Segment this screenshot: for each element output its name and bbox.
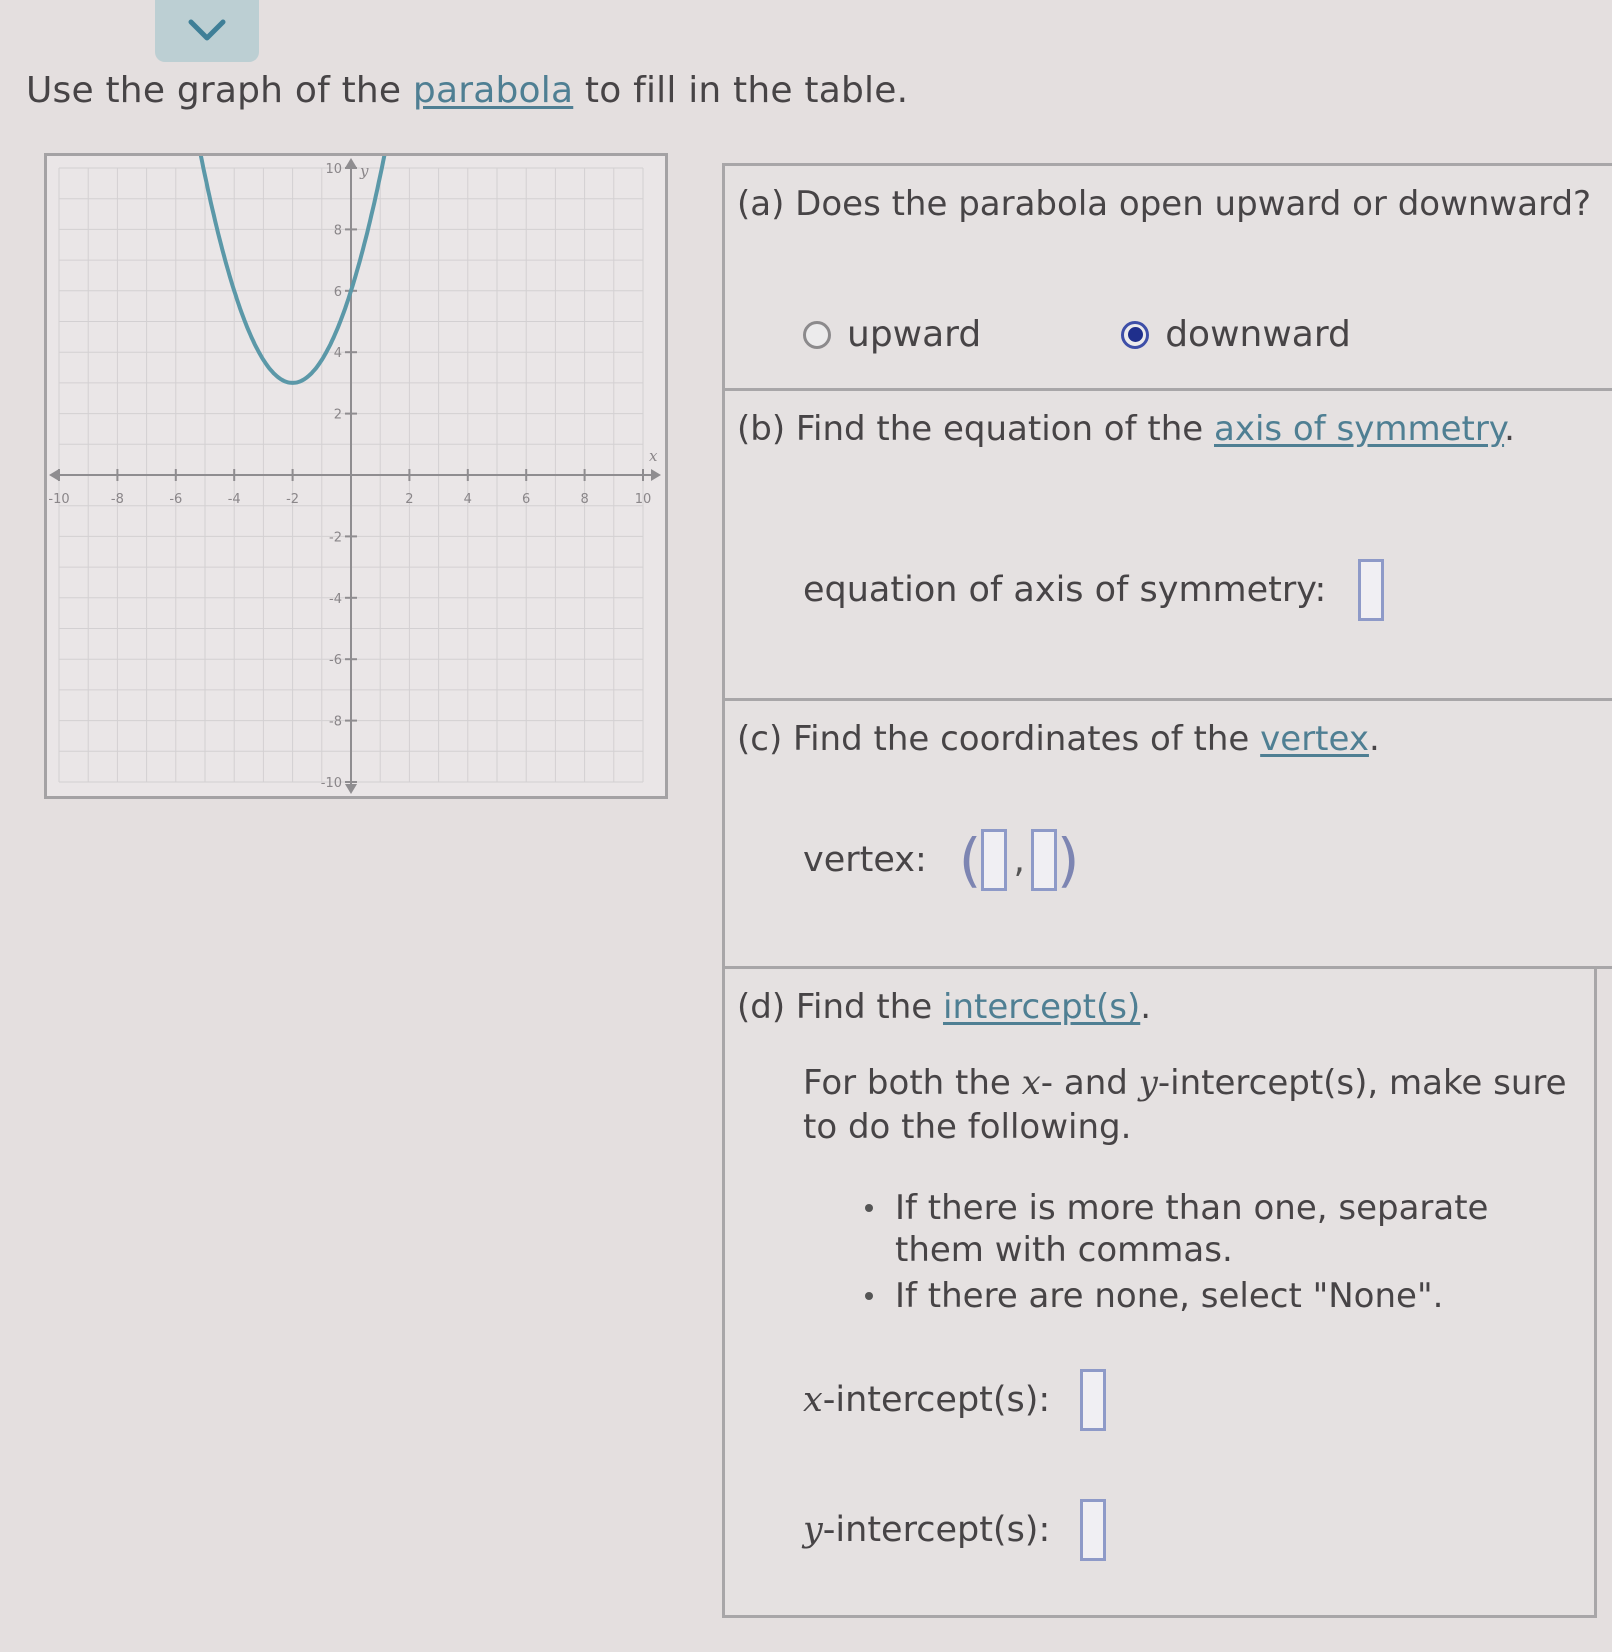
y-tick-label: 10	[325, 162, 342, 177]
part-b-question-end: .	[1504, 409, 1515, 449]
question-table	[722, 163, 1612, 1618]
x-intercept-label	[803, 1380, 1050, 1420]
axis-field-row	[803, 559, 1384, 621]
y-tick-label: -6	[329, 653, 342, 669]
radio-selected-dot	[1128, 327, 1143, 342]
x-intercept-var: x	[803, 1380, 823, 1420]
y-intercept-label	[803, 1510, 1050, 1550]
part-b-question-text: (b) Find the equation of the	[737, 409, 1214, 449]
x-tick-label: -6	[169, 492, 183, 507]
parabola-graph	[44, 153, 668, 799]
axis-field-label: equation of axis of symmetry:	[803, 570, 1327, 610]
x-variable: x	[1021, 1063, 1041, 1103]
part-d-section	[722, 966, 1597, 1618]
instructions-part-3: -intercept(s), make sure to do the following.	[803, 1063, 1567, 1147]
instructions-text: Use the graph of the	[26, 70, 413, 111]
y-tick-label: 8	[333, 223, 342, 239]
part-d-question	[737, 987, 1151, 1027]
direction-options	[803, 314, 1351, 355]
vertex-field-label: vertex:	[803, 840, 927, 880]
part-b-question	[737, 409, 1515, 449]
y-intercept-row	[803, 1499, 1106, 1561]
x-tick-label: 4	[463, 492, 472, 507]
axis-of-symmetry-link[interactable]: axis of symmetry	[1214, 409, 1505, 449]
part-a-section	[722, 163, 1612, 391]
vertex-x-input[interactable]	[981, 829, 1007, 891]
collapse-toggle-button[interactable]	[155, 0, 259, 62]
y-axis-arrow-up	[345, 158, 357, 168]
x-tick-label: 10	[634, 492, 652, 507]
upward-label[interactable]: upward	[847, 314, 982, 355]
downward-label[interactable]: downward	[1165, 314, 1351, 355]
parabola-link[interactable]: parabola	[412, 70, 574, 111]
x-tick-label: -2	[286, 492, 300, 507]
bullet-item: If there are none, select "None".	[865, 1275, 1585, 1317]
y-tick-label: 6	[333, 284, 342, 300]
chevron-down-icon	[185, 16, 229, 46]
part-c-question-text: (c) Find the coordinates of the	[737, 719, 1261, 759]
x-intercept-row	[803, 1369, 1106, 1431]
y-intercept-input[interactable]	[1080, 1499, 1106, 1561]
instructions	[26, 70, 908, 111]
part-c-question-end: .	[1368, 719, 1380, 759]
open-paren: (	[958, 826, 982, 894]
downward-radio[interactable]	[1121, 321, 1149, 349]
y-tick-label: -10	[320, 776, 342, 791]
x-axis-label: x	[649, 447, 658, 465]
part-c-section	[722, 698, 1612, 969]
instructions-part-2: - and	[1040, 1063, 1139, 1103]
instructions-text-end: to fill in the table.	[573, 70, 909, 111]
y-intercept-label-text: -intercept(s):	[822, 1510, 1051, 1550]
close-paren: )	[1056, 826, 1080, 894]
graph-svg	[47, 156, 665, 796]
vertex-y-input[interactable]	[1031, 829, 1057, 891]
part-c-question	[737, 719, 1380, 759]
y-tick-label: 4	[333, 346, 342, 362]
y-axis-arrow-down	[345, 784, 357, 794]
x-tick-label: -10	[48, 492, 70, 507]
part-b-section	[722, 388, 1612, 701]
y-variable: y	[1138, 1063, 1158, 1103]
vertex-field-row	[803, 826, 1080, 894]
y-tick-label: -2	[329, 530, 342, 546]
y-tick-label: -8	[329, 714, 342, 730]
x-tick-label: 6	[522, 492, 531, 507]
axis-of-symmetry-input[interactable]	[1358, 559, 1384, 621]
x-tick-label: -4	[227, 492, 241, 507]
x-tick-label: 8	[580, 492, 589, 507]
vertex-input-group	[958, 826, 1080, 894]
y-axis-label: y	[360, 162, 369, 180]
instructions-part-1: For both the	[803, 1063, 1022, 1103]
intercepts-link[interactable]: intercept(s)	[943, 987, 1141, 1027]
x-axis-arrow-right	[651, 469, 661, 481]
y-tick-label: -4	[329, 591, 342, 607]
x-tick-label: 2	[405, 492, 414, 507]
comma-separator: ,	[1013, 839, 1025, 881]
part-d-question-text: (d) Find the	[737, 987, 943, 1027]
part-d-question-end: .	[1140, 987, 1152, 1027]
x-intercept-label-text: -intercept(s):	[822, 1380, 1051, 1420]
x-intercept-input[interactable]	[1080, 1369, 1106, 1431]
y-intercept-var: y	[803, 1510, 823, 1550]
part-a-question: (a) Does the parabola open upward or downward?	[737, 184, 1592, 224]
bullet-item: If there is more than one, separate them with commas.	[865, 1187, 1585, 1271]
upward-radio[interactable]	[803, 321, 831, 349]
x-tick-label: -8	[110, 492, 124, 507]
instruction-bullets	[865, 1187, 1585, 1321]
vertex-link[interactable]: vertex	[1260, 719, 1369, 759]
y-tick-label: 2	[333, 407, 342, 423]
x-axis-arrow-left	[49, 469, 59, 481]
intercept-instructions	[803, 1061, 1583, 1149]
